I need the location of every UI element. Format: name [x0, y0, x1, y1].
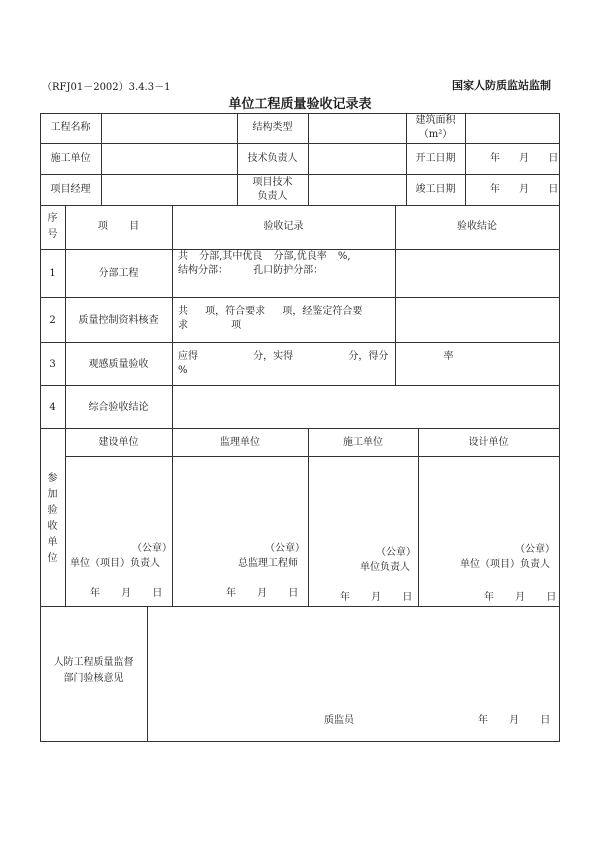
row-record: % [178, 365, 188, 376]
grid-line [101, 113, 102, 205]
seal-label: （公章） [376, 547, 416, 558]
form-code: （RFJ01－2002）3.4.3－1 [42, 82, 171, 93]
signer-label: 单位负责人 [360, 562, 410, 573]
form-title: 单位工程质量验收记录表 [228, 97, 372, 112]
project-tech-leader-label-2: 负责人 [257, 191, 288, 202]
grid-line [40, 113, 41, 742]
grid-line [418, 428, 419, 606]
row-item: 观感质量验收 [88, 359, 149, 370]
participants-label-char: 位 [47, 553, 58, 564]
participants-label-char: 参 [47, 473, 58, 484]
row-number: 1 [49, 268, 56, 279]
grid-line [172, 205, 173, 428]
participants-label-char: 收 [47, 521, 58, 532]
grid-line [172, 428, 173, 606]
project-name-label: 工程名称 [50, 122, 91, 133]
row-number: 2 [49, 315, 56, 326]
start-date-value: 年 月 日 [490, 153, 559, 164]
seal-label: （公章） [132, 543, 172, 554]
seal-label: （公章） [515, 544, 555, 555]
record-header: 验收记录 [263, 221, 304, 232]
grid-line [40, 385, 560, 386]
row-record: 应得 分，实得 分，得分 率 [178, 351, 454, 362]
grid-line [65, 456, 560, 457]
issuing-organization: 国家人防质监站监制 [452, 79, 551, 92]
unit-contractor-header: 施工单位 [343, 437, 383, 448]
building-area-label: 建筑面积 [415, 115, 456, 126]
grid-line [40, 428, 560, 429]
inspection-date: 年 月 日 [478, 715, 551, 726]
grid-line [308, 113, 309, 205]
grid-line [308, 428, 309, 606]
item-header: 项 目 [97, 221, 140, 232]
construction-unit-label: 施工单位 [50, 153, 91, 164]
row-record: 共 项，符合要求 项，经鉴定符合要 [178, 306, 363, 317]
row-number: 4 [49, 402, 56, 413]
grid-line [40, 174, 560, 175]
row-record: 共 分部,其中优良 分部,优良率 %, [178, 251, 351, 262]
signer-label: 单位（项目）负责人 [460, 559, 550, 570]
area-unit-label: （m²） [418, 129, 453, 140]
seq-header: 序 [47, 213, 58, 224]
project-manager-label: 项目经理 [50, 184, 91, 195]
grid-line [147, 606, 148, 741]
start-date-label: 开工日期 [415, 153, 456, 164]
grid-line [559, 113, 560, 742]
sign-date: 年 月 日 [226, 588, 299, 599]
participants-label [40, 471, 65, 567]
row-item: 综合验收结论 [88, 402, 149, 413]
tech-leader-label: 技术负责人 [247, 153, 298, 164]
participants-label-char: 加 [47, 489, 58, 500]
signer-label: 单位（项目）负责人 [70, 558, 160, 569]
grid-line [40, 113, 560, 114]
row-record: 结构分部： 孔口防护分部： [178, 265, 324, 276]
grid-line [40, 143, 560, 144]
sign-date: 年 月 日 [90, 588, 163, 599]
row-number: 3 [49, 359, 56, 370]
grid-line [40, 741, 560, 742]
participants-label-char: 单 [47, 537, 58, 548]
grid-line [40, 205, 560, 206]
unit-owner-header: 建设单位 [98, 437, 139, 448]
sign-date: 年 月 日 [340, 592, 413, 603]
unit-supervisor-header: 监理单位 [220, 437, 260, 448]
project-tech-leader-label: 项目技术 [252, 177, 293, 188]
seq-header-2: 号 [47, 229, 58, 240]
seal-label: （公章） [265, 543, 305, 554]
inspector-label: 质监员 [324, 715, 354, 726]
signer-label: 总监理工程师 [238, 558, 298, 569]
supervision-label: 人防工程质量监督 [53, 657, 134, 668]
supervision-label-2: 部门验核意见 [63, 673, 124, 684]
completion-date-label: 竣工日期 [415, 184, 456, 195]
structure-type-label: 结构类型 [252, 122, 293, 133]
unit-designer-header: 设计单位 [468, 437, 509, 448]
grid-line [40, 297, 560, 298]
row-record: 求 项 [178, 320, 242, 331]
row-item: 分部工程 [98, 268, 139, 279]
sign-date: 年 月 日 [484, 592, 557, 603]
completion-date-value: 年 月 日 [490, 184, 559, 195]
grid-line [40, 342, 560, 343]
row-item: 质量控制资料核查 [78, 315, 159, 326]
grid-line [465, 113, 466, 205]
participants-label-char: 验 [47, 505, 58, 516]
conclusion-header: 验收结论 [457, 221, 497, 232]
grid-line [40, 606, 560, 607]
